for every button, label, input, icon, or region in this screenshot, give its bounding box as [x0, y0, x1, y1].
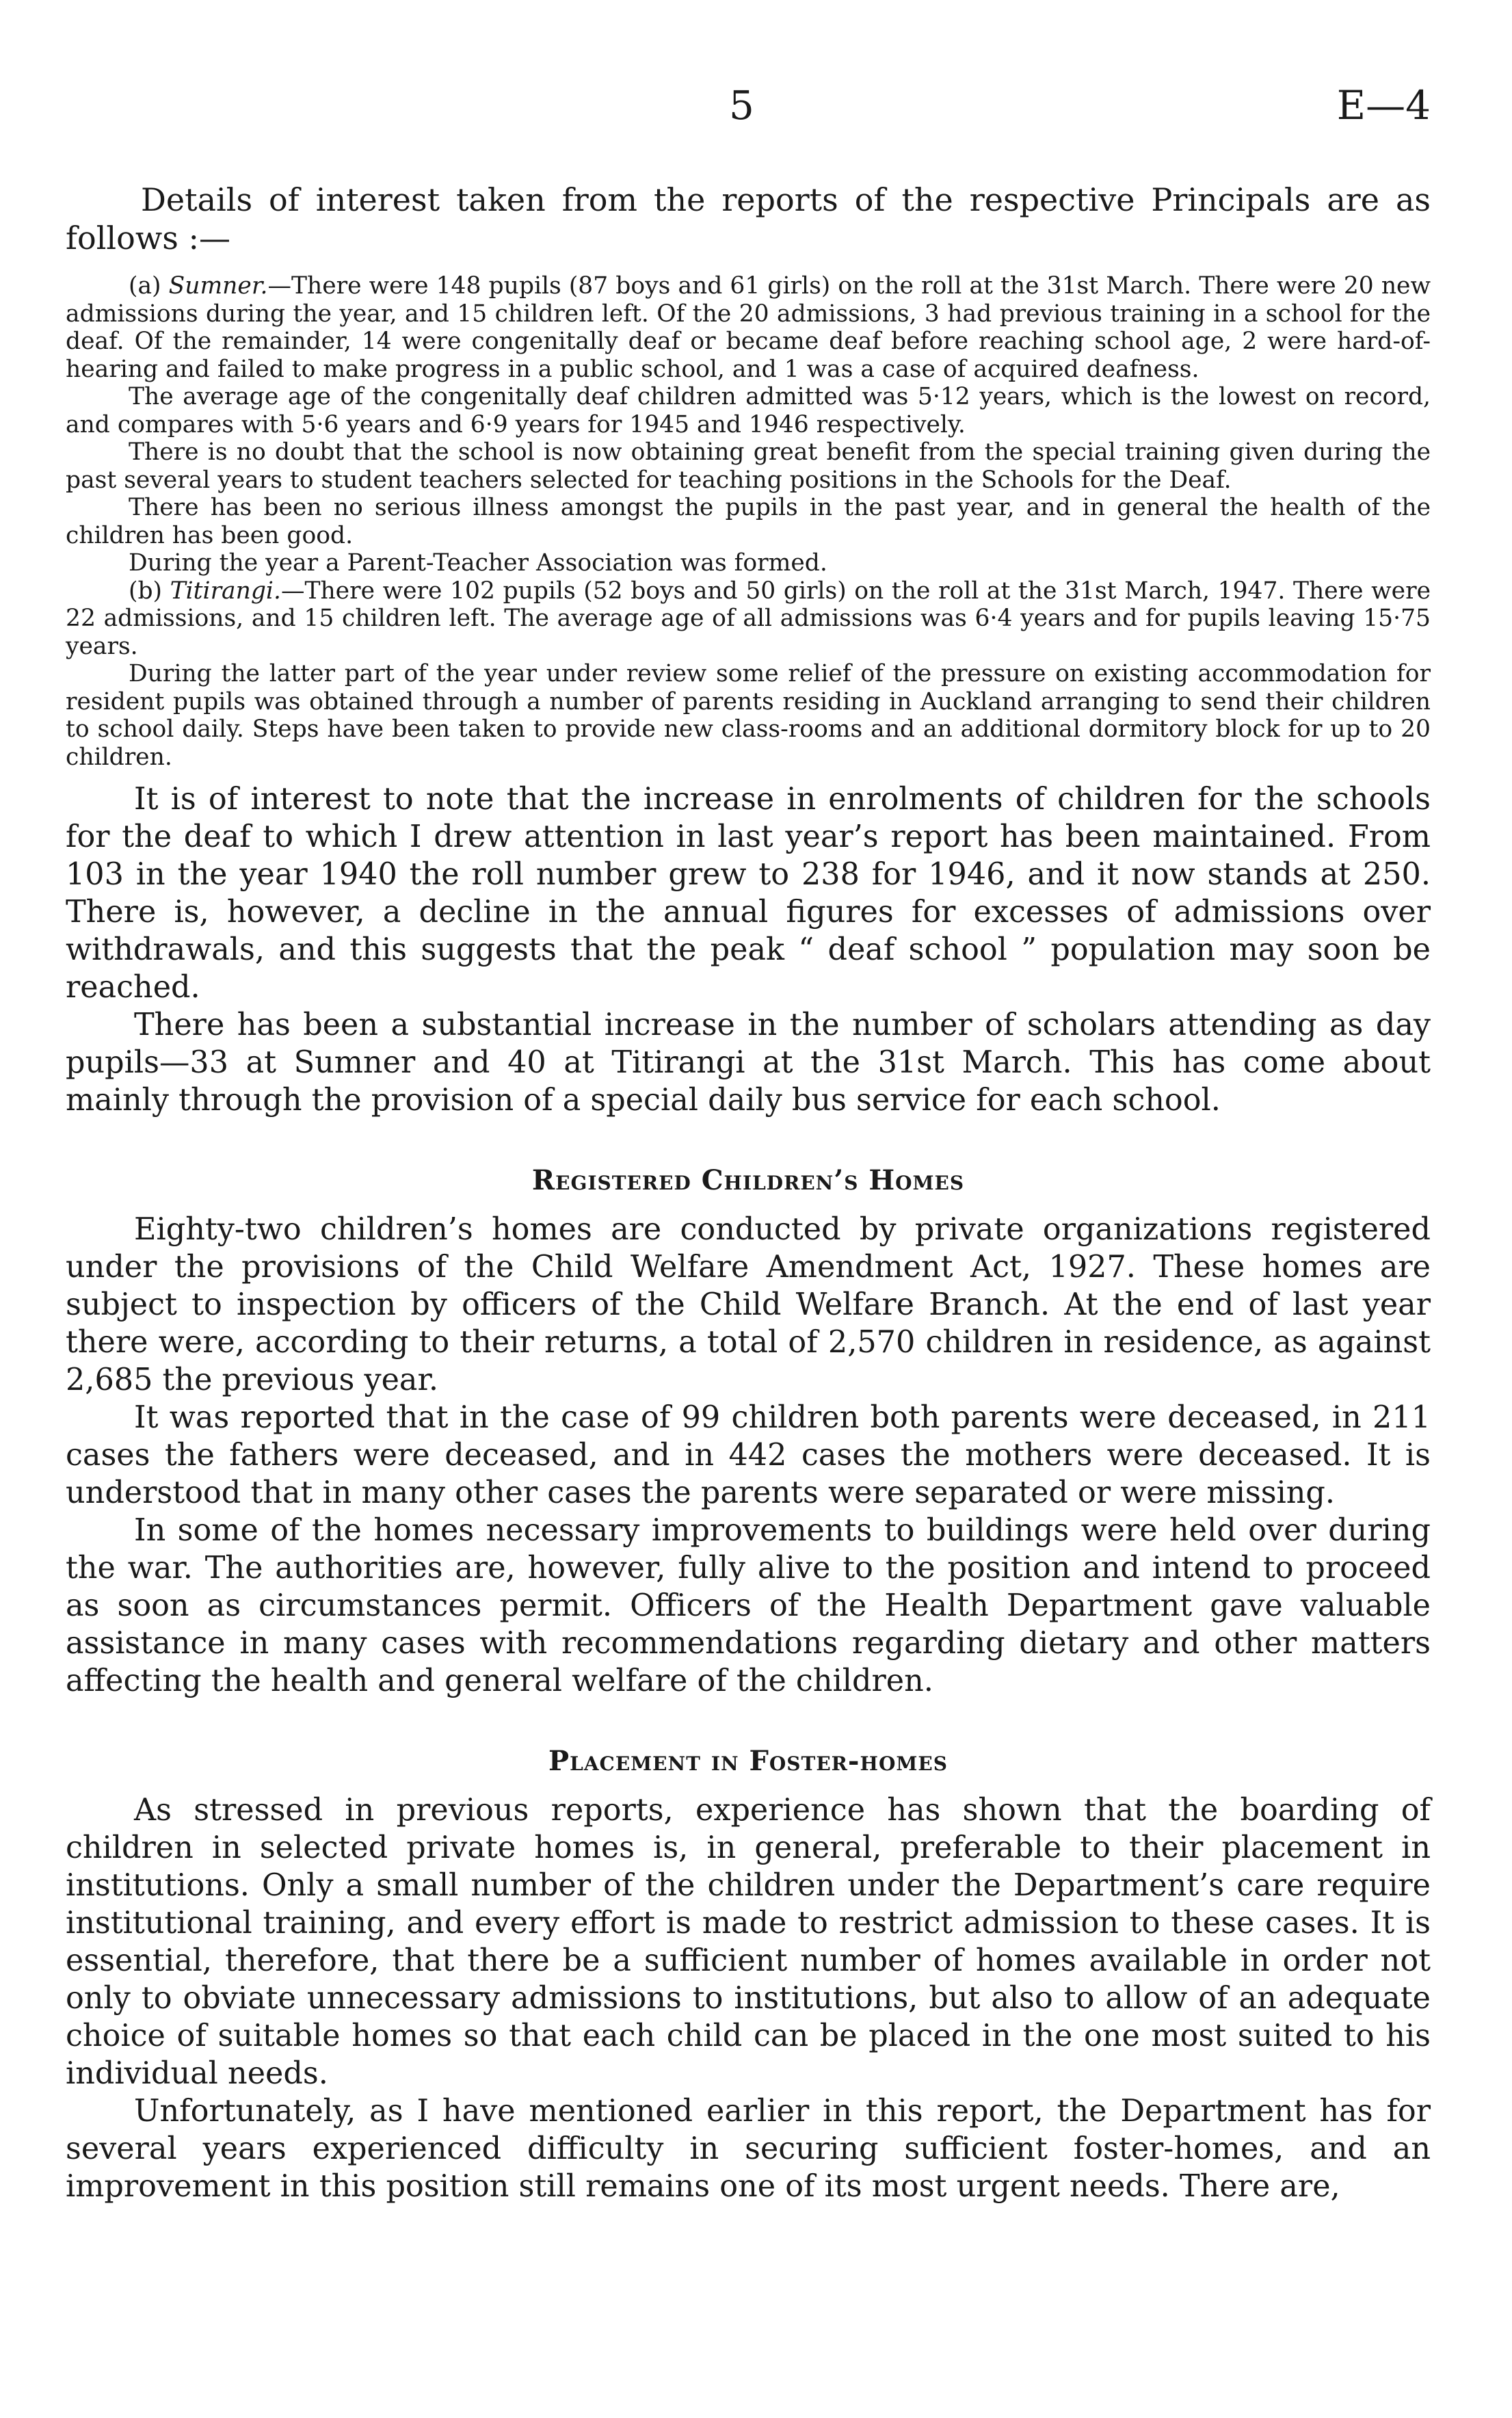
registered-homes-section	[66, 1211, 1431, 1700]
foster-paragraph-1: As stressed in previous reports, experience has shown that the boarding of children in selected private homes is, in general, preferable to their placement in institutions. Only a small number of the children under the Department’s care require institutional training, and every effort is made to restrict admission to these cases. It is essential, therefore, that there be a sufficient number of homes available in order not only to obviate unnecessary admissions to institutions, but also to allow of an adequate choice of suitable homes so that each child can be placed in the one most suited to his individual needs.	[66, 1793, 1431, 2091]
titirangi-text: —There were 102 pupils (52 boys and 50 girls) on the roll at the 31st March, 1947. There were 22 admissions, and 15 children left. The average age of all admissions was 6·4 years and for pupils leaving 15·75 years.	[66, 577, 1431, 660]
sumner-text: —There were 148 pupils (87 boys and 61 girls) on the roll at the 31st March. There were 20 new admissions during the year, and 15 children left. Of the 20 admissions, 3 had previous training in a school for the deaf. Of the remainder, 14 were congenitally deaf or became deaf before reaching school age, 2 were hard-of-hearing and failed to make progress in a public school, and 1 was a case of acquired deafness.	[66, 272, 1431, 383]
sumner-health-paragraph: There has been no serious illness amongst the pupils in the past year, and in general the health of the children has been good.	[66, 494, 1431, 549]
principals-reports	[66, 272, 1431, 771]
sumner-name: Sumner.	[168, 272, 268, 300]
page-number: 5	[729, 82, 754, 129]
titirangi-paragraph	[66, 577, 1431, 661]
foster-homes-heading: Placement in Foster-homes	[548, 1745, 948, 1777]
sumner-label: (a)	[129, 272, 161, 300]
enrolment-paragraph: It is of interest to note that the increase in enrolments of children for the schools for the deaf to which I drew attention in last year’s report has been maintained. From 103 in the year 1940 the roll number grew to 238 for 1946, and it now stands at 250. There is, however, a decline in the annual figures for excesses of admissions over withdrawals, and this suggests that the peak “ deaf school ” population may soon be reached.	[66, 782, 1431, 1005]
homes-paragraph-3: In some of the homes necessary improvements to buildings were held over during the war. The authorities are, however, fully alive to the position and intend to proceed as soon as circumstances permit. Officers of the Health Department gave valuable assistance in many cases with recommendations regarding dietary and other matters affecting the health and general welfare of the children.	[66, 1513, 1431, 1698]
homes-paragraph-1: Eighty-two children’s homes are conducted by private organizations registered under the provisions of the Child Welfare Amendment Act, 1927. These homes are subject to inspection by officers of the Child Welfare Branch. At the end of last year there were, according to their returns, a total of 2,570 children in residence, as against 2,685 the previous year.	[66, 1212, 1431, 1397]
sumner-association-paragraph: During the year a Parent-Teacher Association was formed.	[129, 549, 827, 577]
foster-paragraph-2: Unfortunately, as I have mentioned earlier in this report, the Department has for several years experienced difficulty in securing sufficient foster-homes, and an improvement in this position still remains one of its most urgent needs. There are,	[66, 2094, 1431, 2204]
titirangi-label: (b)	[129, 577, 163, 605]
day-pupils-paragraph: There has been a substantial increase in the number of scholars attending as day pupils—33 at Sumner and 40 at Titirangi at the 31st March. This has come about mainly through the provision of a special daily bus service for each school.	[66, 1008, 1431, 1118]
sumner-training-paragraph: There is no doubt that the school is now obtaining great benefit from the special training given during the past several years to student teachers selected for teaching positions in the Schools for the Deaf.	[66, 438, 1431, 494]
titirangi-name: Titirangi.	[170, 577, 281, 605]
sumner-age-paragraph: The average age of the congenitally deaf children admitted was 5·12 years, which is the lowest on record, and compares with 5·6 years and 6·9 years for 1945 and 1946 respectively.	[66, 383, 1431, 438]
homes-paragraph-2: It was reported that in the case of 99 children both parents were deceased, in 211 cases the fathers were deceased, and in 442 cases the mothers were deceased. It is understood that in many other cases the parents were separated or were missing.	[66, 1400, 1431, 1510]
sumner-paragraph	[66, 272, 1431, 383]
foster-homes-section	[66, 1791, 1431, 2205]
report-code: E—4	[1336, 82, 1431, 129]
titirangi-accommodation-paragraph: During the latter part of the year under review some relief of the pressure on existing accommodation for resident pupils was obtained through a number of parents residing in Auckland arranging to send their children to school daily. Steps have been taken to provide new class-rooms and an additional dormitory block for up to 20 children.	[66, 660, 1431, 771]
registered-homes-heading: Registered Children’s Homes	[531, 1164, 965, 1196]
intro-paragraph: Details of interest taken from the reports of the respective Principals are as follows :—	[66, 181, 1431, 257]
document-page	[66, 82, 1431, 2205]
page-header	[66, 82, 1431, 144]
deaf-enrolment-section	[66, 780, 1431, 1119]
